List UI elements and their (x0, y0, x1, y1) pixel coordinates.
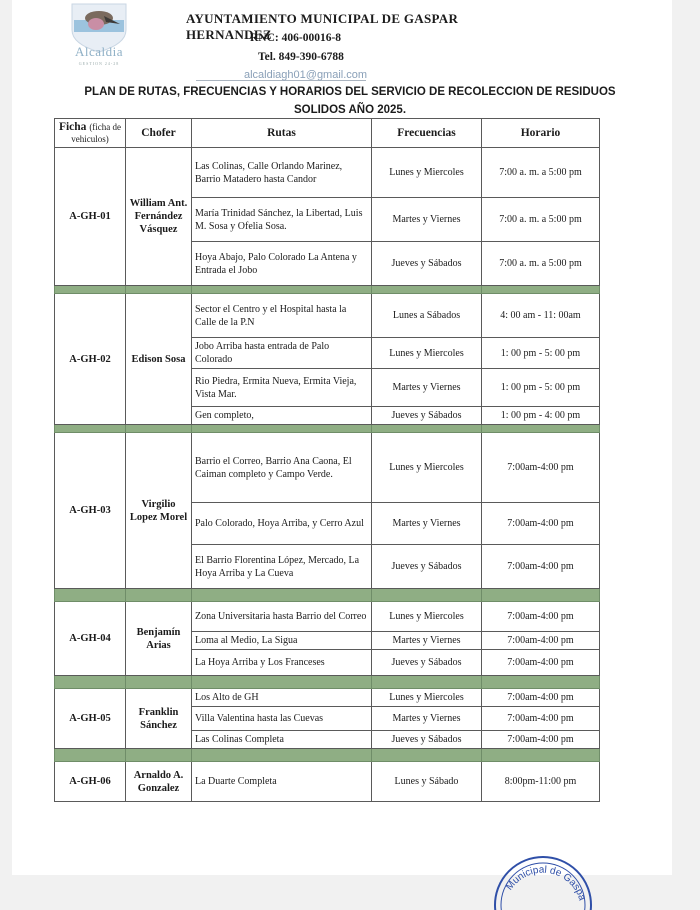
frecuencia-cell: Lunes y Miercoles (372, 602, 482, 632)
frecuencia-cell: Martes y Viernes (372, 503, 482, 545)
group-separator (55, 286, 600, 294)
horario-cell: 7:00am-4:00 pm (482, 433, 600, 503)
separator-cell (192, 286, 372, 294)
separator-cell (192, 589, 372, 602)
ruta-cell: Loma al Medio, La Sigua (192, 632, 372, 650)
table-row (55, 148, 600, 198)
ruta-cell: Las Colinas, Calle Orlando Marinez, Barrio Matadero hasta Candor (192, 148, 372, 198)
separator-cell (55, 749, 126, 762)
ruta-cell: La Duarte Completa (192, 762, 372, 802)
ruta-cell: Hoya Abajo, Palo Colorado La Antena y Entrada el Jobo (192, 242, 372, 286)
group-separator (55, 425, 600, 433)
frecuencia-cell: Martes y Viernes (372, 198, 482, 242)
ficha-cell: A-GH-03 (55, 433, 126, 589)
horario-cell: 7:00am-4:00 pm (482, 503, 600, 545)
separator-cell (192, 676, 372, 689)
frecuencia-cell: Lunes y Sábado (372, 762, 482, 802)
separator-cell (55, 425, 126, 433)
plan-title-line1: PLAN DE RUTAS, FRECUENCIAS Y HORARIOS DEL SERVICIO DE RECOLECCION DE RESIDUOS (84, 86, 616, 98)
horario-cell: 7:00am-4:00 pm (482, 632, 600, 650)
ruta-cell: Rio Piedra, Ermita Nueva, Ermita Vieja, Vista Mar. (192, 369, 372, 407)
horario-cell: 7:00 a. m. a 5:00 pm (482, 148, 600, 198)
table-row (55, 689, 600, 707)
ruta-cell: Gen completo, (192, 407, 372, 425)
horario-cell: 1: 00 pm - 5: 00 pm (482, 369, 600, 407)
horario-cell: 7:00am-4:00 pm (482, 731, 600, 749)
separator-cell (55, 589, 126, 602)
phone-number: Tel. 849-390-6788 (258, 51, 344, 63)
frecuencia-cell: Jueves y Sábados (372, 545, 482, 589)
separator-cell (192, 425, 372, 433)
official-stamp (488, 850, 598, 910)
ruta-cell: La Hoya Arriba y Los Franceses (192, 650, 372, 676)
horario-cell: 7:00am-4:00 pm (482, 707, 600, 731)
chofer-cell: Benjamín Arias (126, 602, 192, 676)
separator-cell (482, 286, 600, 294)
schedule-table (54, 118, 600, 802)
column-header-chofer: Chofer (126, 119, 192, 148)
frecuencia-cell: Lunes y Miercoles (372, 148, 482, 198)
column-header-ficha (55, 119, 126, 148)
horario-cell: 7:00am-4:00 pm (482, 650, 600, 676)
separator-cell (126, 676, 192, 689)
separator-cell (482, 749, 600, 762)
frecuencia-cell: Jueves y Sábados (372, 407, 482, 425)
table-header-row (55, 119, 600, 148)
frecuencia-cell: Lunes a Sábados (372, 294, 482, 338)
separator-cell (482, 676, 600, 689)
institution-name: AYUNTAMIENTO MUNICIPAL DE GASPAR HERNANDEZ (186, 11, 459, 42)
plan-title-line2: SOLIDOS AÑO 2025. (293, 104, 407, 116)
chofer-cell: William Ant. Fernández Vásquez (126, 148, 192, 286)
ruta-cell: El Barrio Florentina López, Mercado, La Hoya Arriba y La Cueva (192, 545, 372, 589)
ruta-cell: Sector el Centro y el Hospital hasta la Calle de la P.N (192, 294, 372, 338)
group-separator (55, 749, 600, 762)
separator-cell (372, 676, 482, 689)
ficha-cell: A-GH-06 (55, 762, 126, 802)
ficha-cell: A-GH-01 (55, 148, 126, 286)
ruta-cell: Jobo Arriba hasta entrada de Palo Colorado (192, 338, 372, 369)
logo-subtext: GESTION 24-28 (78, 61, 120, 66)
rnc-number: RNC: 406-00016-8 (250, 32, 342, 44)
separator-cell (372, 749, 482, 762)
frecuencia-cell: Martes y Viernes (372, 707, 482, 731)
horario-cell: 1: 00 pm - 4: 00 pm (482, 407, 600, 425)
chofer-cell: Virgilio Lopez Morel (126, 433, 192, 589)
column-header-frecuencias: Frecuencias (372, 119, 482, 148)
separator-cell (482, 589, 600, 602)
logo-text: Alcaldia (74, 44, 124, 59)
column-header-horario: Horario (482, 119, 600, 148)
ficha-cell: A-GH-02 (55, 294, 126, 425)
table-row (55, 433, 600, 503)
separator-cell (126, 749, 192, 762)
horario-cell: 7:00 a. m. a 5:00 pm (482, 198, 600, 242)
chofer-cell: Franklin Sánchez (126, 689, 192, 749)
frecuencia-cell: Martes y Viernes (372, 632, 482, 650)
ficha-cell: A-GH-05 (55, 689, 126, 749)
table-row (55, 762, 600, 802)
separator-cell (55, 676, 126, 689)
ruta-cell: Los Alto de GH (192, 689, 372, 707)
horario-cell: 8:00pm-11:00 pm (482, 762, 600, 802)
separator-cell (126, 425, 192, 433)
separator-cell (482, 425, 600, 433)
horario-cell: 1: 00 pm - 5: 00 pm (482, 338, 600, 369)
frecuencia-cell: Lunes y Miercoles (372, 338, 482, 369)
column-header-rutas: Rutas (192, 119, 372, 148)
separator-cell (372, 589, 482, 602)
chofer-cell: Arnaldo A. Gonzalez (126, 762, 192, 802)
horario-cell: 4: 00 am - 11: 00am (482, 294, 600, 338)
table-row (55, 602, 600, 632)
horario-cell: 7:00am-4:00 pm (482, 602, 600, 632)
group-separator (55, 676, 600, 689)
ruta-cell: Villa Valentina hasta las Cuevas (192, 707, 372, 731)
ruta-cell: Palo Colorado, Hoya Arriba, y Cerro Azul (192, 503, 372, 545)
separator-cell (55, 286, 126, 294)
chofer-cell: Edison Sosa (126, 294, 192, 425)
frecuencia-cell: Jueves y Sábados (372, 242, 482, 286)
frecuencia-cell: Jueves y Sábados (372, 731, 482, 749)
schedule-body (55, 148, 600, 802)
ruta-cell: Barrio el Correo, Barrio Ana Caona, El Caiman completo y Campo Verde. (192, 433, 372, 503)
horario-cell: 7:00am-4:00 pm (482, 545, 600, 589)
ruta-cell: María Trinidad Sánchez, la Libertad, Luis M. Sosa y Ofelia Sosa. (192, 198, 372, 242)
frecuencia-cell: Jueves y Sábados (372, 650, 482, 676)
horario-cell: 7:00am-4:00 pm (482, 689, 600, 707)
stamp-text: Municipal de Gaspa (504, 864, 588, 902)
separator-cell (372, 425, 482, 433)
column-header-ficha-label: Ficha (58, 121, 87, 133)
separator-cell (126, 589, 192, 602)
plan-title (50, 83, 650, 119)
ruta-cell: Zona Universitaria hasta Barrio del Correo (192, 602, 372, 632)
column-header-ficha-note: (ficha de vehiculos) (71, 122, 122, 144)
group-separator (55, 589, 600, 602)
horario-cell: 7:00 a. m. a 5:00 pm (482, 242, 600, 286)
frecuencia-cell: Martes y Viernes (372, 369, 482, 407)
ruta-cell: Las Colinas Completa (192, 731, 372, 749)
ficha-cell: A-GH-04 (55, 602, 126, 676)
table-row (55, 294, 600, 338)
separator-cell (192, 749, 372, 762)
frecuencia-cell: Lunes y Miercoles (372, 689, 482, 707)
email-address: alcaldiagh01@gmail.com (244, 69, 368, 81)
separator-cell (372, 286, 482, 294)
frecuencia-cell: Lunes y Miercoles (372, 433, 482, 503)
separator-cell (126, 286, 192, 294)
